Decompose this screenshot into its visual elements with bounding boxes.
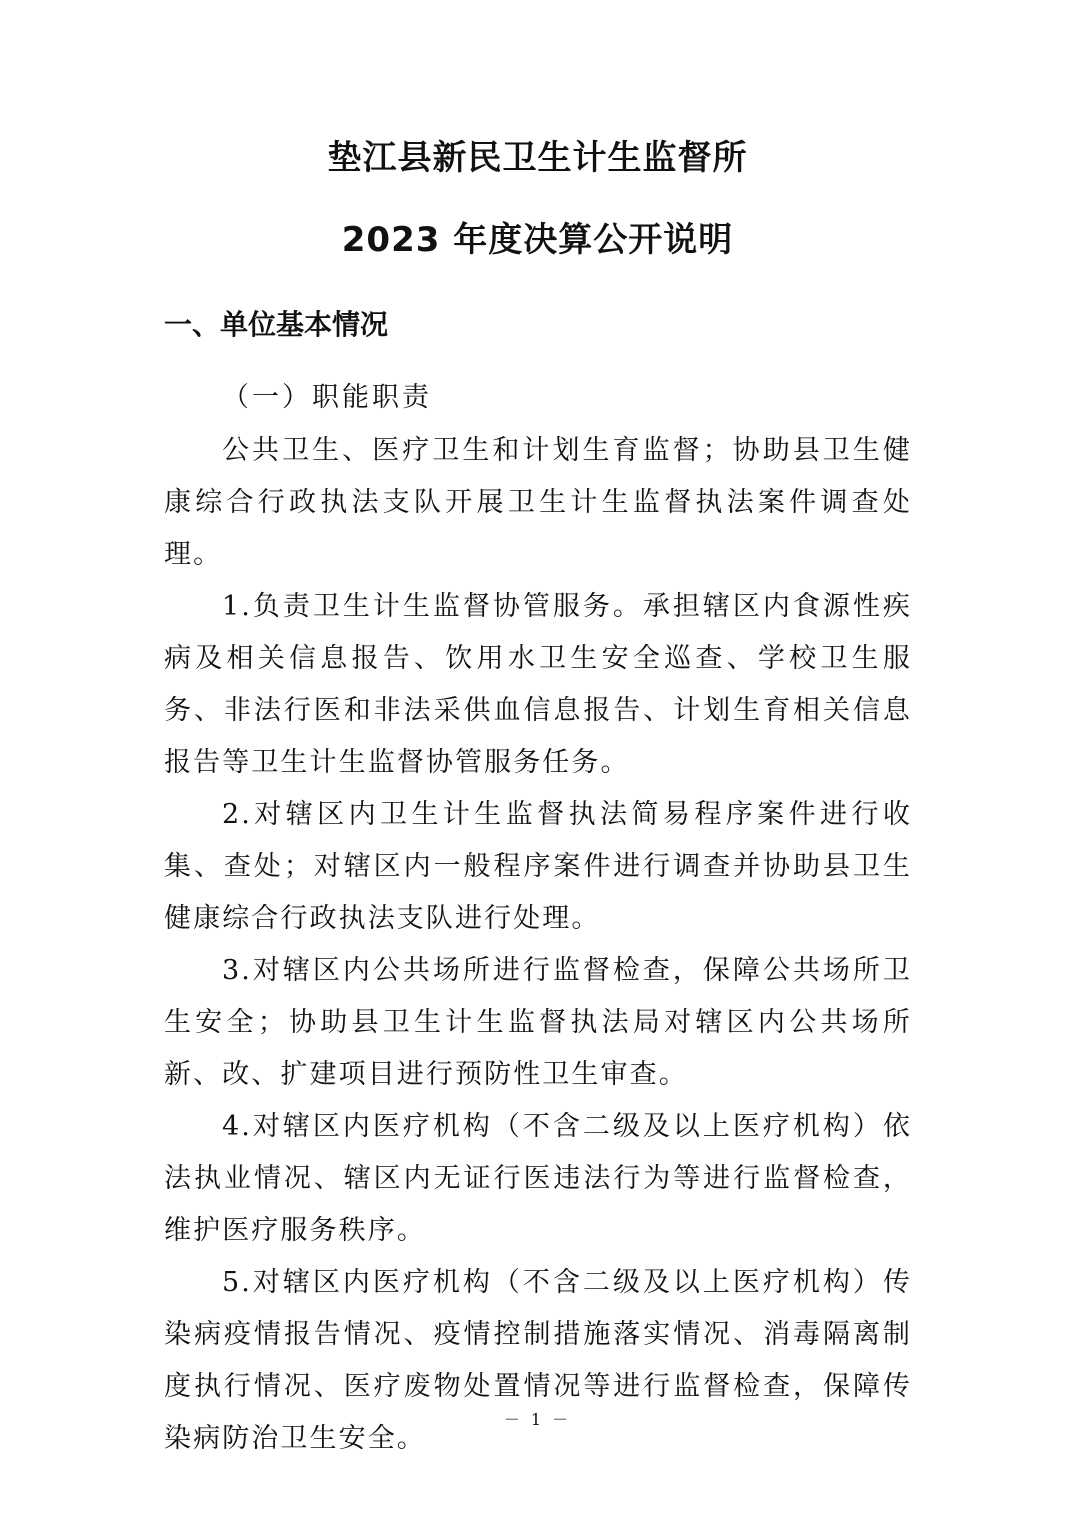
section-heading-basic-info: 一、单位基本情况 — [164, 308, 389, 341]
paragraph-item-3: 3.对辖区内公共场所进行监督检查，保障公共场所卫生安全；协助县卫生计生监督执法局对辖区内公共场所新、改、扩建项目进行预防性卫生审查。 — [164, 955, 912, 1090]
paragraph-overview: 公共卫生、医疗卫生和计划生育监督；协助县卫生健康综合行政执法支队开展卫生计生监督执法案件调查处理。 — [164, 435, 912, 570]
document-title-line-2: 2023 年度决算公开说明 — [341, 220, 734, 260]
body-text — [164, 425, 912, 1465]
paragraph-item-1: 1.负责卫生计生监督协管服务。承担辖区内食源性疾病及相关信息报告、饮用水卫生安全巡查、学校卫生服务、非法行医和非法采供血信息报告、计划生育相关信息报告等卫生计生监督协管服务任务。 — [164, 591, 912, 778]
subsection-heading-duties: （一）职能职责 — [222, 382, 432, 413]
paragraph-item-5: 5.对辖区内医疗机构（不含二级及以上医疗机构）传染病疫情报告情况、疫情控制措施落实情况、消毒隔离制度执行情况、医疗废物处置情况等进行监督检查，保障传染病防治卫生安全。 — [164, 1267, 912, 1454]
document-title-line-1: 垫江县新民卫生计生监督所 — [327, 138, 748, 178]
page-number: － 1 － — [503, 1410, 572, 1429]
paragraph-item-4: 4.对辖区内医疗机构（不含二级及以上医疗机构）依法执业情况、辖区内无证行医违法行为等进行监督检查，维护医疗服务秩序。 — [164, 1111, 912, 1246]
paragraph-item-2: 2.对辖区内卫生计生监督执法简易程序案件进行收集、查处；对辖区内一般程序案件进行调查并协助县卫生健康综合行政执法支队进行处理。 — [164, 799, 912, 934]
